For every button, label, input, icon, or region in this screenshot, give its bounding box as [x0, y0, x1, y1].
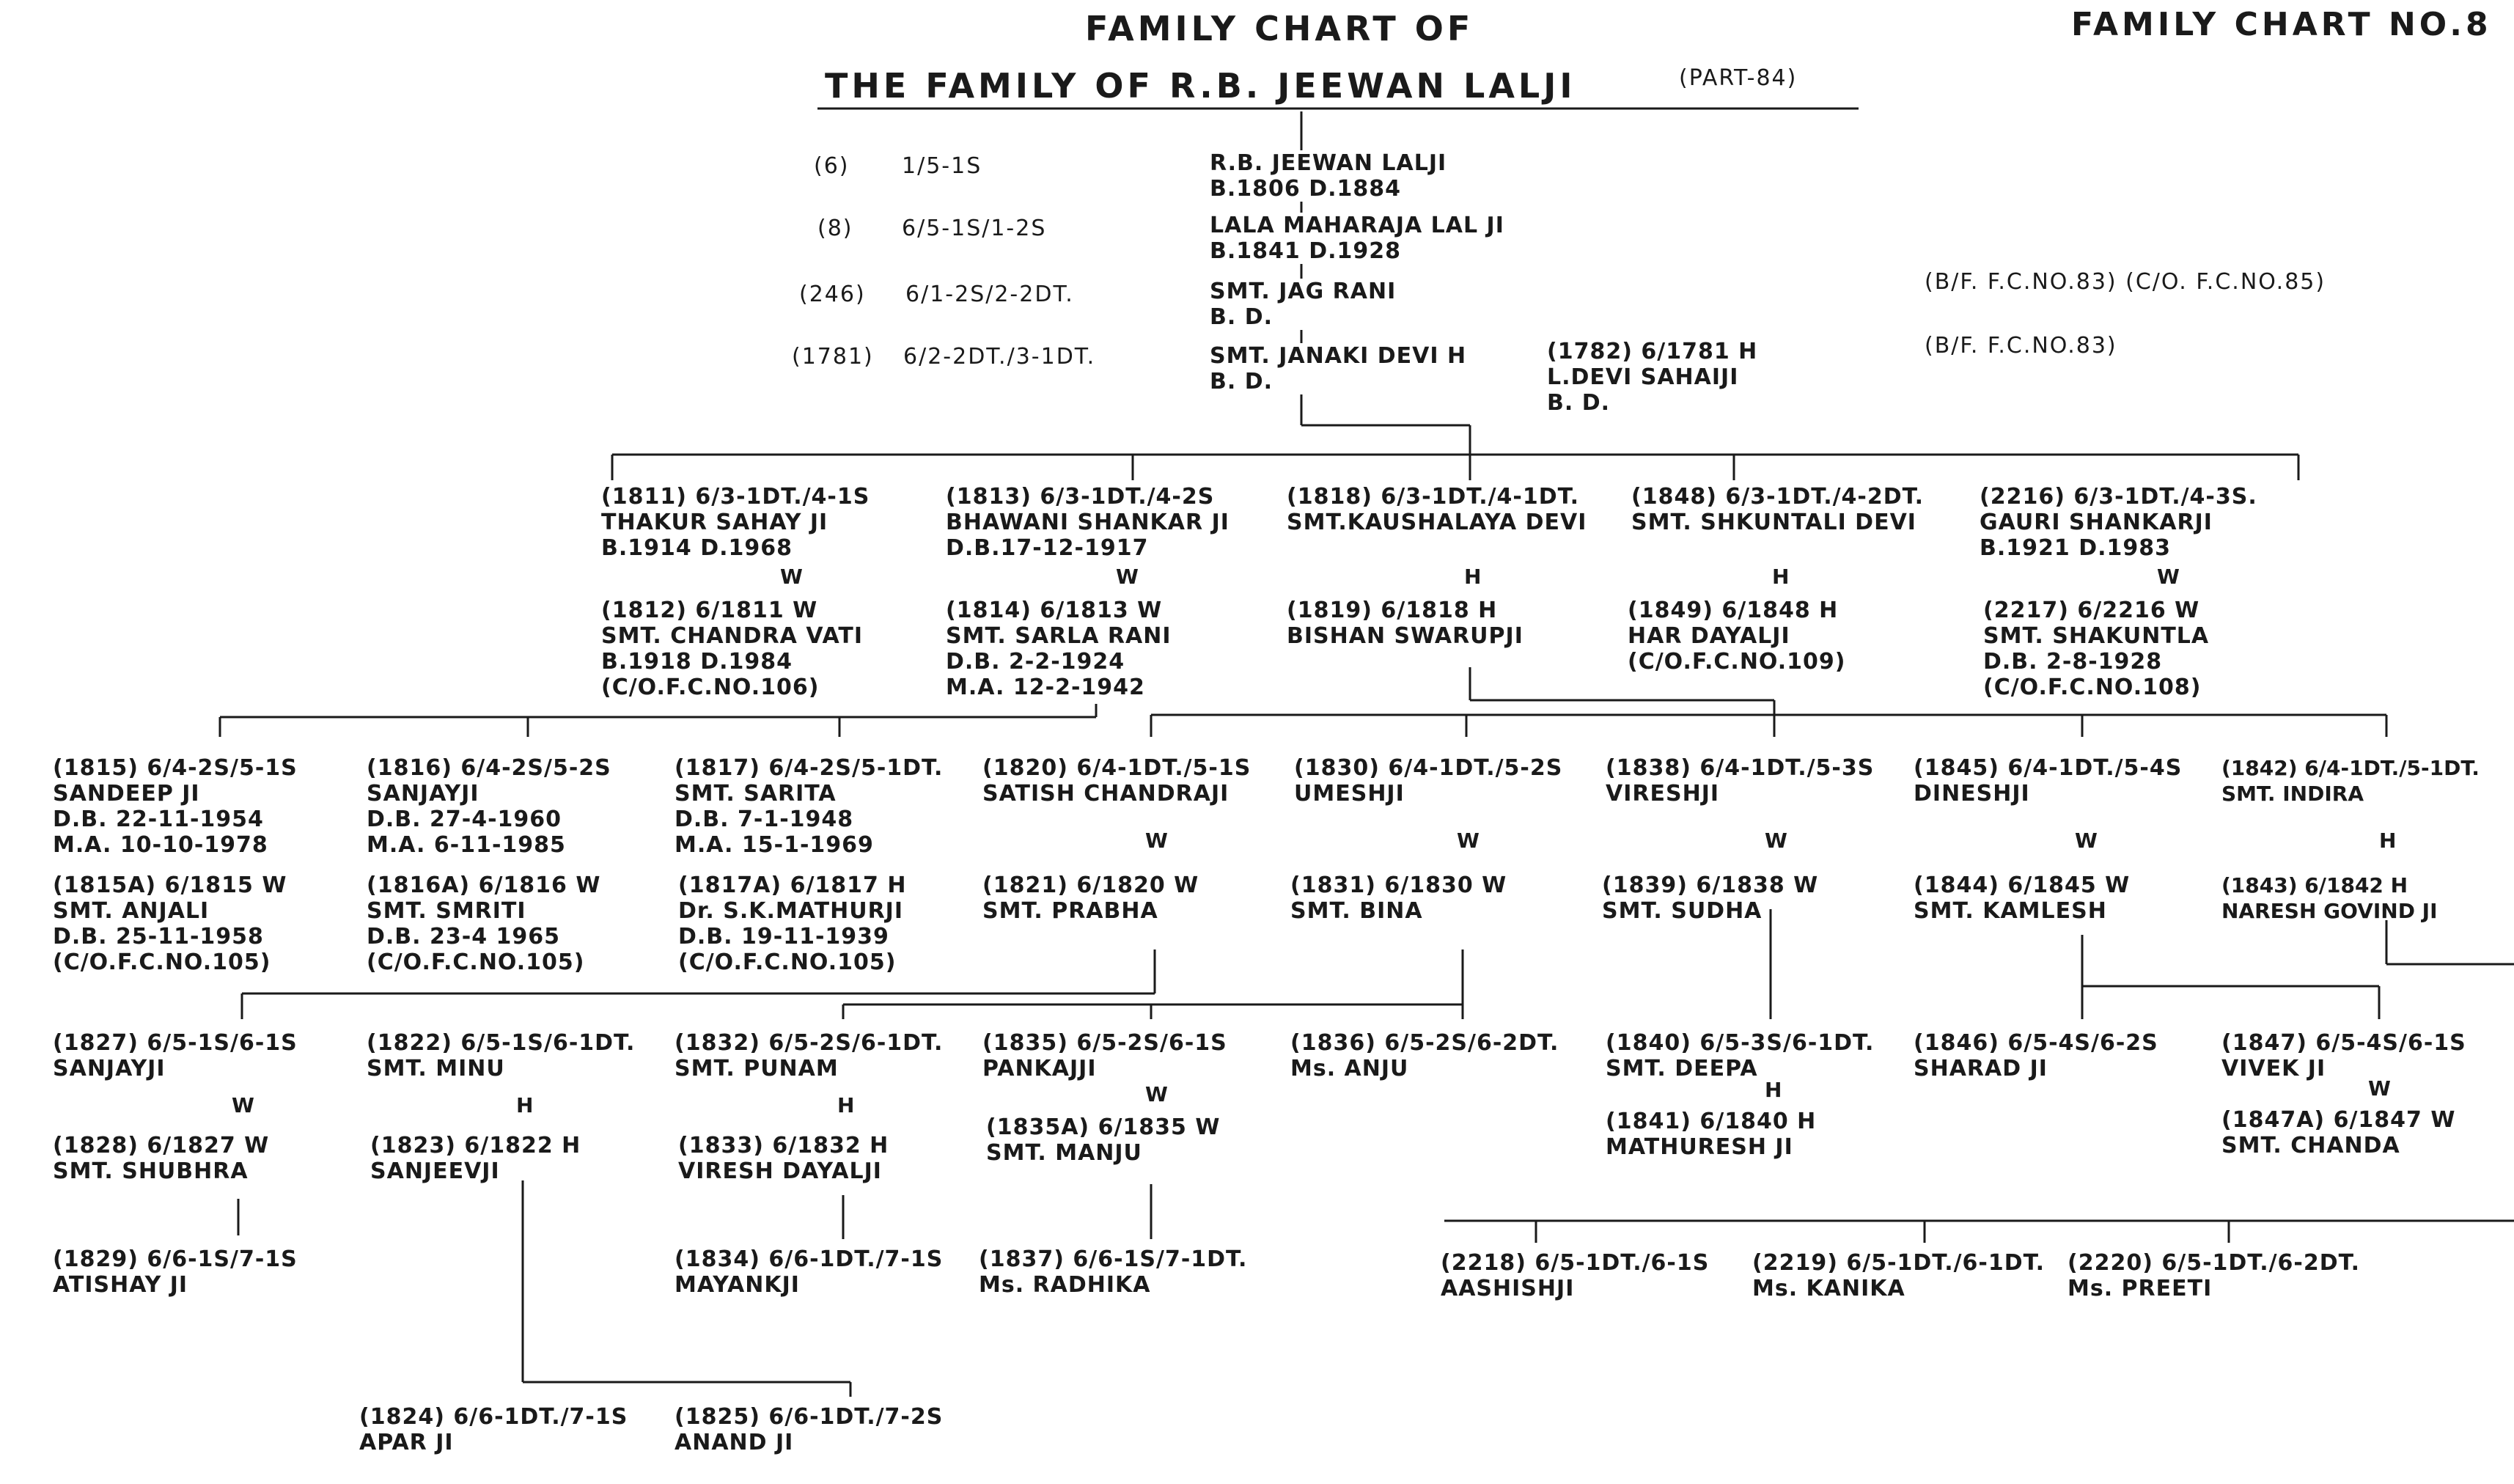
spouse-dates: B. D.: [1547, 390, 1611, 416]
spouse-ref: (C/O.F.C.NO.105): [678, 949, 897, 975]
person-name: AASHISHJI: [1441, 1276, 1575, 1301]
spouse-dates: B.1918 D.1984: [601, 649, 793, 675]
person-node: [1441, 1250, 1709, 1301]
relation-marker: W: [2157, 565, 2180, 589]
person-name: THAKUR SAHAY JI: [601, 510, 828, 535]
ancestor-code: 6/1-2S/2-2DT.: [905, 282, 1074, 307]
person-dates: D.B. 22-11-1954: [53, 807, 264, 832]
spouse-node: [367, 873, 600, 975]
person-name: SHARAD JI: [1914, 1056, 2048, 1081]
person-node: [1631, 484, 1924, 535]
spouse-ref: (C/O.F.C.NO.105): [367, 949, 585, 975]
person-node: [1294, 755, 1562, 807]
person-head: (1842) 6/4-1DT./5-1DT.: [2221, 756, 2480, 780]
person-head: (1811) 6/3-1DT./4-1S: [601, 484, 870, 510]
person-head: (1840) 6/5-3S/6-1DT.: [1606, 1030, 1875, 1056]
spouse-head: (1819) 6/1818 H: [1287, 598, 1498, 623]
spouse-ref: (C/O.F.C.NO.106): [601, 675, 820, 700]
person-head: (1835) 6/5-2S/6-1S: [982, 1030, 1227, 1056]
person-name: BHAWANI SHANKAR JI: [946, 510, 1230, 535]
spouse-name: L.DEVI SAHAIJI: [1547, 364, 1739, 390]
person-node: [675, 1404, 943, 1455]
spouse-dates: D.B. 19-11-1939: [678, 924, 889, 949]
relation-marker: H: [1772, 565, 1790, 589]
spouse-head: (2217) 6/2216 W: [1983, 598, 2200, 623]
person-node: [1914, 755, 2182, 807]
spouse-head: (1814) 6/1813 W: [946, 598, 1163, 623]
person-name: PANKAJJI: [982, 1056, 1097, 1081]
spouse-node: [53, 1133, 269, 1184]
spouse-dates: D.B. 23-4 1965: [367, 924, 561, 949]
spouse-name: SMT. BINA: [1290, 898, 1423, 924]
spouse-head: (1816A) 6/1816 W: [367, 873, 601, 898]
person-node: [982, 755, 1251, 807]
cross-reference: (B/F. F.C.NO.83): [1925, 333, 2117, 359]
spouse-head: (1821) 6/1820 W: [982, 873, 1199, 898]
person-head: (1848) 6/3-1DT./4-2DT.: [1631, 484, 1924, 510]
spouse-head: (1843) 6/1842 H: [2221, 873, 2408, 897]
spouse-name: BISHAN SWARUPJI: [1287, 623, 1524, 649]
spouse-name: HAR DAYALJI: [1628, 623, 1790, 649]
person-name: ANAND JI: [675, 1430, 794, 1455]
spouse-node: [1287, 598, 1524, 649]
spouse-name: SMT. SARLA RANI: [946, 623, 1172, 649]
relation-marker: W: [1145, 1082, 1168, 1106]
spouse-name: NARESH GOVIND JI: [2221, 899, 2438, 923]
person-node: [53, 1030, 298, 1081]
person-head: (1818) 6/3-1DT./4-1DT.: [1287, 484, 1579, 510]
person-name: VIVEK JI: [2221, 1056, 2326, 1081]
person-marriage: M.A. 15-1-1969: [675, 832, 874, 858]
person-node: [2221, 755, 2480, 807]
ancestor-dates: B.1806 D.1884: [1210, 176, 1401, 202]
person-name: SMT. INDIRA: [2221, 782, 2364, 806]
spouse-node: [370, 1133, 581, 1184]
ancestor-name: R.B. JEEWAN LALJI: [1210, 150, 1447, 176]
person-node: [1752, 1250, 2045, 1301]
person-head: (1847) 6/5-4S/6-1S: [2221, 1030, 2466, 1056]
ancestor-num: (1781): [792, 344, 874, 370]
spouse-head: (1782) 6/1781 H: [1547, 339, 1758, 364]
spouse-name: SMT. SHAKUNTLA: [1983, 623, 2210, 649]
relation-marker: W: [1457, 829, 1480, 853]
person-head: (1845) 6/4-1DT./5-4S: [1914, 755, 2183, 781]
spouse-node: [2221, 873, 2438, 924]
person-node: [1606, 755, 1874, 807]
chart-number: FAMILY CHART NO.8: [2071, 6, 2492, 43]
spouse-head: (1849) 6/1848 H: [1628, 598, 1839, 623]
person-node: [601, 484, 870, 561]
spouse-head: (1831) 6/1830 W: [1290, 873, 1507, 898]
person-head: (1832) 6/5-2S/6-1DT.: [675, 1030, 944, 1056]
person-head: (1813) 6/3-1DT./4-2S: [946, 484, 1215, 510]
person-head: (2219) 6/5-1DT./6-1DT.: [1752, 1250, 2045, 1276]
person-head: (1830) 6/4-1DT./5-2S: [1294, 755, 1563, 781]
person-name: SANJAYJI: [53, 1056, 166, 1081]
spouse-head: (1847A) 6/1847 W: [2221, 1107, 2456, 1133]
spouse-dates: D.B. 25-11-1958: [53, 924, 264, 949]
person-head: (1815) 6/4-2S/5-1S: [53, 755, 298, 781]
spouse-dates: D.B. 2-8-1928: [1983, 649, 2163, 675]
spouse-name: SMT. SUDHA: [1602, 898, 1763, 924]
spouse-node: [2221, 1107, 2455, 1158]
relation-marker: W: [2075, 829, 2098, 853]
spouse-head: (1839) 6/1838 W: [1602, 873, 1819, 898]
relation-marker: W: [1765, 829, 1787, 853]
ancestor-node: [1210, 279, 1396, 330]
spouse-head: (1841) 6/1840 H: [1606, 1109, 1817, 1134]
person-name: APAR JI: [359, 1430, 454, 1455]
spouse-node: [601, 598, 863, 700]
person-node: [1606, 1030, 1874, 1081]
relation-marker: W: [1116, 565, 1139, 589]
person-head: (1836) 6/5-2S/6-2DT.: [1290, 1030, 1559, 1056]
person-node: [367, 1030, 635, 1081]
person-name: SANJAYJI: [367, 781, 479, 807]
spouse-dates: D.B. 2-2-1924: [946, 649, 1125, 675]
spouse-head: (1812) 6/1811 W: [601, 598, 818, 623]
person-name: ATISHAY JI: [53, 1272, 188, 1298]
spouse-name: SMT. SMRITI: [367, 898, 526, 924]
person-head: (1816) 6/4-2S/5-2S: [367, 755, 611, 781]
person-name: UMESHJI: [1294, 781, 1405, 807]
person-name: Ms. KANIKA: [1752, 1276, 1905, 1301]
spouse-name: MATHURESH JI: [1606, 1134, 1793, 1160]
spouse-name: SMT. CHANDA: [2221, 1133, 2400, 1158]
person-name: Ms. ANJU: [1290, 1056, 1409, 1081]
person-marriage: M.A. 6-11-1985: [367, 832, 566, 858]
spouse-node: [1547, 339, 1757, 416]
person-node: [982, 1030, 1227, 1081]
person-head: (1829) 6/6-1S/7-1S: [53, 1246, 298, 1272]
ancestor-code: 1/5-1S: [902, 153, 982, 179]
spouse-name: SMT. PRABHA: [982, 898, 1158, 924]
spouse-name: SMT. KAMLESH: [1914, 898, 2107, 924]
person-node: [53, 755, 298, 858]
relation-marker: W: [2368, 1076, 2391, 1101]
spouse-head: (1823) 6/1822 H: [370, 1133, 581, 1158]
person-node: [1290, 1030, 1559, 1081]
person-node: [675, 755, 943, 858]
ancestor-code: 6/2-2DT./3-1DT.: [903, 344, 1096, 370]
person-name: SMT. SARITA: [675, 781, 837, 807]
spouse-ref: (C/O.F.C.NO.109): [1628, 649, 1846, 675]
chart-title: FAMILY CHART OF: [1085, 9, 1474, 48]
person-name: SMT. MINU: [367, 1056, 505, 1081]
person-node: [359, 1404, 628, 1455]
person-marriage: M.A. 10-10-1978: [53, 832, 268, 858]
spouse-node: [946, 598, 1172, 700]
cross-reference: (B/F. F.C.NO.83) (C/O. F.C.NO.85): [1925, 269, 2326, 295]
person-name: SMT. PUNAM: [675, 1056, 839, 1081]
person-head: (2218) 6/5-1DT./6-1S: [1441, 1250, 1710, 1276]
spouse-node: [53, 873, 287, 975]
person-head: (1834) 6/6-1DT./7-1S: [675, 1246, 944, 1272]
person-name: DINESHJI: [1914, 781, 2030, 807]
person-head: (1824) 6/6-1DT./7-1S: [359, 1404, 628, 1430]
ancestor-node: [1210, 150, 1447, 202]
spouse-name: VIRESH DAYALJI: [678, 1158, 882, 1184]
person-name: SATISH CHANDRAJI: [982, 781, 1230, 807]
spouse-ref: (C/O.F.C.NO.108): [1983, 675, 2202, 700]
ancestor-name: SMT. JAG RANI: [1210, 279, 1397, 304]
person-node: [2068, 1250, 2360, 1301]
spouse-node: [678, 1133, 889, 1184]
person-name: MAYANKJI: [675, 1272, 800, 1298]
ancestor-name: LALA MAHARAJA LAL JI: [1210, 213, 1504, 238]
spouse-node: [1606, 1109, 1816, 1160]
person-head: (1817) 6/4-2S/5-1DT.: [675, 755, 944, 781]
person-head: (2216) 6/3-1DT./4-3S.: [1980, 484, 2257, 510]
person-dates: B.1914 D.1968: [601, 535, 793, 561]
spouse-node: [1290, 873, 1507, 924]
person-node: [946, 484, 1230, 561]
relation-marker: H: [1765, 1078, 1782, 1102]
person-node: [53, 1246, 298, 1298]
person-node: [2221, 1030, 2466, 1081]
spouse-name: SMT. CHANDRA VATI: [601, 623, 864, 649]
spouse-head: (1833) 6/1832 H: [678, 1133, 889, 1158]
person-node: [367, 755, 611, 858]
person-name: VIRESHJI: [1606, 781, 1720, 807]
spouse-head: (1835A) 6/1835 W: [986, 1114, 1221, 1140]
person-head: (1837) 6/6-1S/7-1DT.: [979, 1246, 1248, 1272]
ancestor-node: [1210, 213, 1504, 264]
spouse-node: [982, 873, 1199, 924]
spouse-name: SMT. SHUBHRA: [53, 1158, 249, 1184]
ancestor-num: (8): [817, 216, 853, 241]
ancestor-num: (6): [814, 153, 850, 179]
ancestor-node: [1210, 343, 1466, 394]
relation-marker: W: [1145, 829, 1168, 853]
ancestor-num: (246): [799, 282, 866, 307]
spouse-head: (1844) 6/1845 W: [1914, 873, 2131, 898]
person-name: SANDEEP JI: [53, 781, 200, 807]
person-node: [675, 1030, 943, 1081]
ancestor-dates: B. D.: [1210, 304, 1273, 330]
person-head: (1846) 6/5-4S/6-2S: [1914, 1030, 2158, 1056]
spouse-name: Dr. S.K.MATHURJI: [678, 898, 904, 924]
relation-marker: H: [2379, 829, 2397, 853]
spouse-ref: M.A. 12-2-1942: [946, 675, 1145, 700]
person-head: (1838) 6/4-1DT./5-3S: [1606, 755, 1875, 781]
chart-title-family: THE FAMILY OF R.B. JEEWAN LALJI: [825, 66, 1576, 106]
spouse-head: (1817A) 6/1817 H: [678, 873, 907, 898]
person-node: [675, 1246, 943, 1298]
part-label: (PART-84): [1679, 65, 1798, 91]
person-name: Ms. RADHIKA: [979, 1272, 1151, 1298]
spouse-node: [1983, 598, 2209, 700]
ancestor-dates: B. D.: [1210, 369, 1273, 394]
person-head: (1822) 6/5-1S/6-1DT.: [367, 1030, 636, 1056]
person-dates: D.B. 27-4-1960: [367, 807, 562, 832]
relation-marker: H: [837, 1093, 855, 1117]
person-head: (1825) 6/6-1DT./7-2S: [675, 1404, 944, 1430]
spouse-head: (1815A) 6/1815 W: [53, 873, 287, 898]
person-node: [1287, 484, 1587, 535]
person-head: (1820) 6/4-1DT./5-1S: [982, 755, 1252, 781]
relation-marker: W: [232, 1093, 254, 1117]
spouse-name: SMT. MANJU: [986, 1140, 1142, 1166]
spouse-name: SMT. ANJALI: [53, 898, 210, 924]
person-dates: B.1921 D.1983: [1980, 535, 2171, 561]
ancestor-name: SMT. JANAKI DEVI H: [1210, 343, 1467, 369]
person-name: SMT. SHKUNTALI DEVI: [1631, 510, 1916, 535]
spouse-node: [1914, 873, 2130, 924]
spouse-node: [986, 1114, 1220, 1166]
spouse-node: [1602, 873, 1818, 924]
spouse-node: [1628, 598, 1846, 675]
spouse-head: (1828) 6/1827 W: [53, 1133, 270, 1158]
person-node: [1980, 484, 2257, 561]
spouse-ref: (C/O.F.C.NO.105): [53, 949, 271, 975]
person-head: (1827) 6/5-1S/6-1S: [53, 1030, 298, 1056]
person-node: [979, 1246, 1247, 1298]
relation-marker: H: [516, 1093, 534, 1117]
person-node: [1914, 1030, 2158, 1081]
person-name: GAURI SHANKARJI: [1980, 510, 2213, 535]
person-dates: D.B.17-12-1917: [946, 535, 1149, 561]
ancestor-code: 6/5-1S/1-2S: [902, 216, 1047, 241]
person-name: SMT. DEEPA: [1606, 1056, 1758, 1081]
ancestor-dates: B.1841 D.1928: [1210, 238, 1401, 264]
relation-marker: W: [780, 565, 803, 589]
person-head: (2220) 6/5-1DT./6-2DT.: [2068, 1250, 2360, 1276]
relation-marker: H: [1464, 565, 1482, 589]
person-dates: D.B. 7-1-1948: [675, 807, 854, 832]
person-name: Ms. PREETI: [2068, 1276, 2213, 1301]
spouse-name: SANJEEVJI: [370, 1158, 500, 1184]
spouse-node: [678, 873, 906, 975]
person-name: SMT.KAUSHALAYA DEVI: [1287, 510, 1587, 535]
